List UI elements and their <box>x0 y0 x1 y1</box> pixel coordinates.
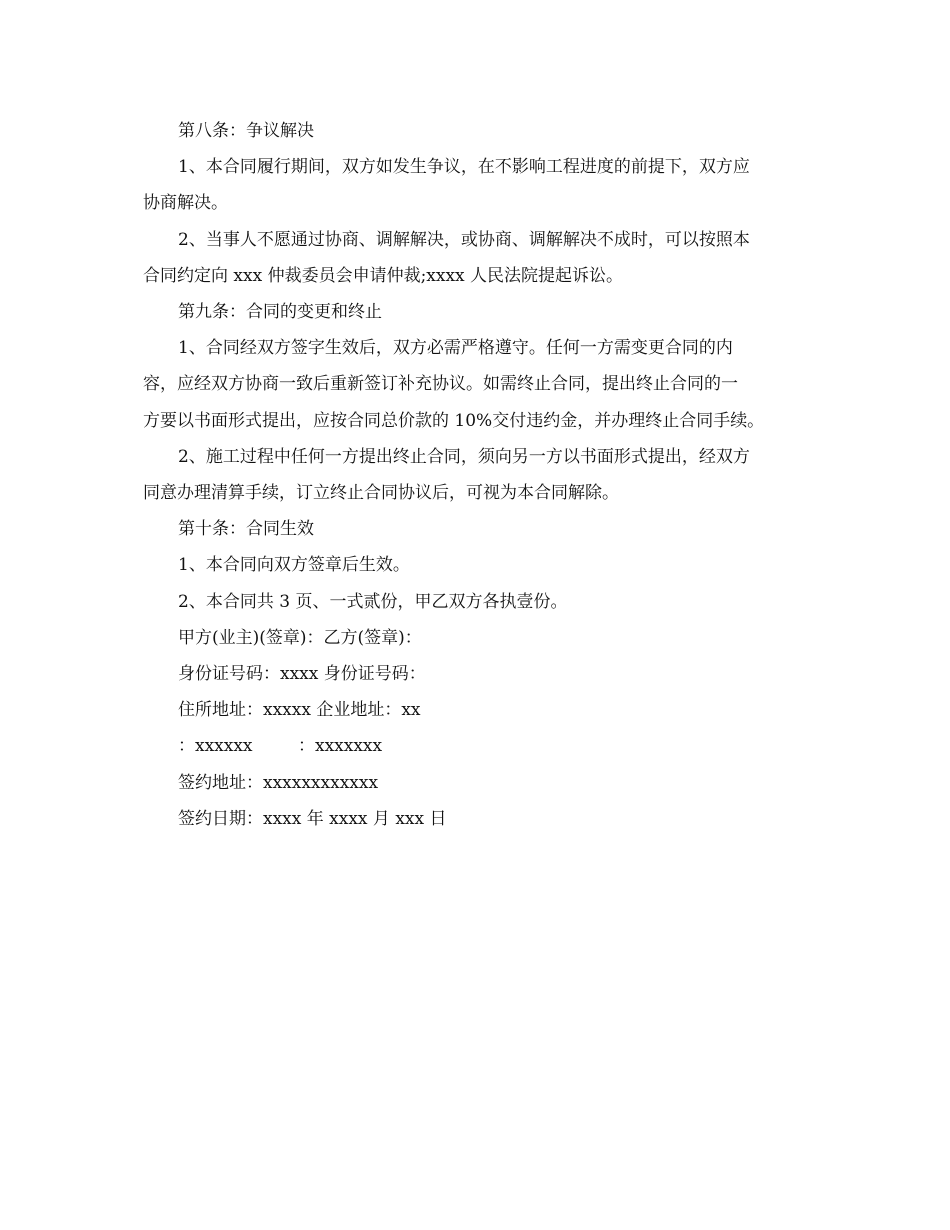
article-9-clause-1-line-1: 1、合同经双方签字生效后，双方必需严格遵守。任何一方需变更合同的内 <box>178 338 733 359</box>
article-9-clause-1-line-2: 容，应经双方协商一致后重新签订补充协议。如需终止合同，提出终止合同的一 <box>143 374 738 395</box>
id-number-fields: 身份证号码：xxxx 身份证号码： <box>178 664 426 685</box>
article-8-clause-1-line-2: 协商解决。 <box>143 193 228 214</box>
contract-page <box>143 113 808 837</box>
article-10-clause-2: 2、本合同共 3 页、一式贰份，甲乙双方各执壹份。 <box>178 591 568 612</box>
party-b-telephone: ：xxxxxxx <box>298 736 383 757</box>
article-9-heading: 第九条：合同的变更和终止 <box>178 302 382 323</box>
party-a-telephone: ：xxxxxx <box>178 736 253 757</box>
article-8-heading: 第八条：争议解决 <box>178 121 314 141</box>
article-9-clause-1-line-3: 方要以书面形式提出，应按合同总价款的 10%交付违约金，并办理终止合同手续。 <box>143 410 765 431</box>
signature-parties: 甲方(业主)(签章)：乙方(签章)： <box>178 627 422 648</box>
signing-date: 签约日期：xxxx 年 xxxx 月 xxx 日 <box>178 808 447 829</box>
article-10-clause-1: 1、本合同向双方签章后生效。 <box>178 555 410 576</box>
address-fields: 住所地址：xxxxx 企业地址：xx <box>178 700 421 721</box>
telephone-fields <box>143 728 808 764</box>
article-8-clause-2-line-1: 2、当事人不愿通过协商、调解解决，或协商、调解解决不成时，可以按照本 <box>178 229 750 250</box>
article-8-clause-1-line-1: 1、本合同履行期间，双方如发生争议，在不影响工程进度的前提下，双方应 <box>178 157 750 178</box>
article-10-heading: 第十条：合同生效 <box>178 519 314 540</box>
article-8-clause-2-line-2: 合同约定向 xxx 仲裁委员会申请仲裁;xxxx 人民法院提起诉讼。 <box>143 265 624 286</box>
article-9-clause-2-line-2: 同意办理清算手续，订立终止合同协议后，可视为本合同解除。 <box>143 483 619 504</box>
signing-place: 签约地址：xxxxxxxxxxxx <box>178 772 379 793</box>
article-9-clause-2-line-1: 2、施工过程中任何一方提出终止合同，须向另一方以书面形式提出，经双方 <box>178 446 750 467</box>
